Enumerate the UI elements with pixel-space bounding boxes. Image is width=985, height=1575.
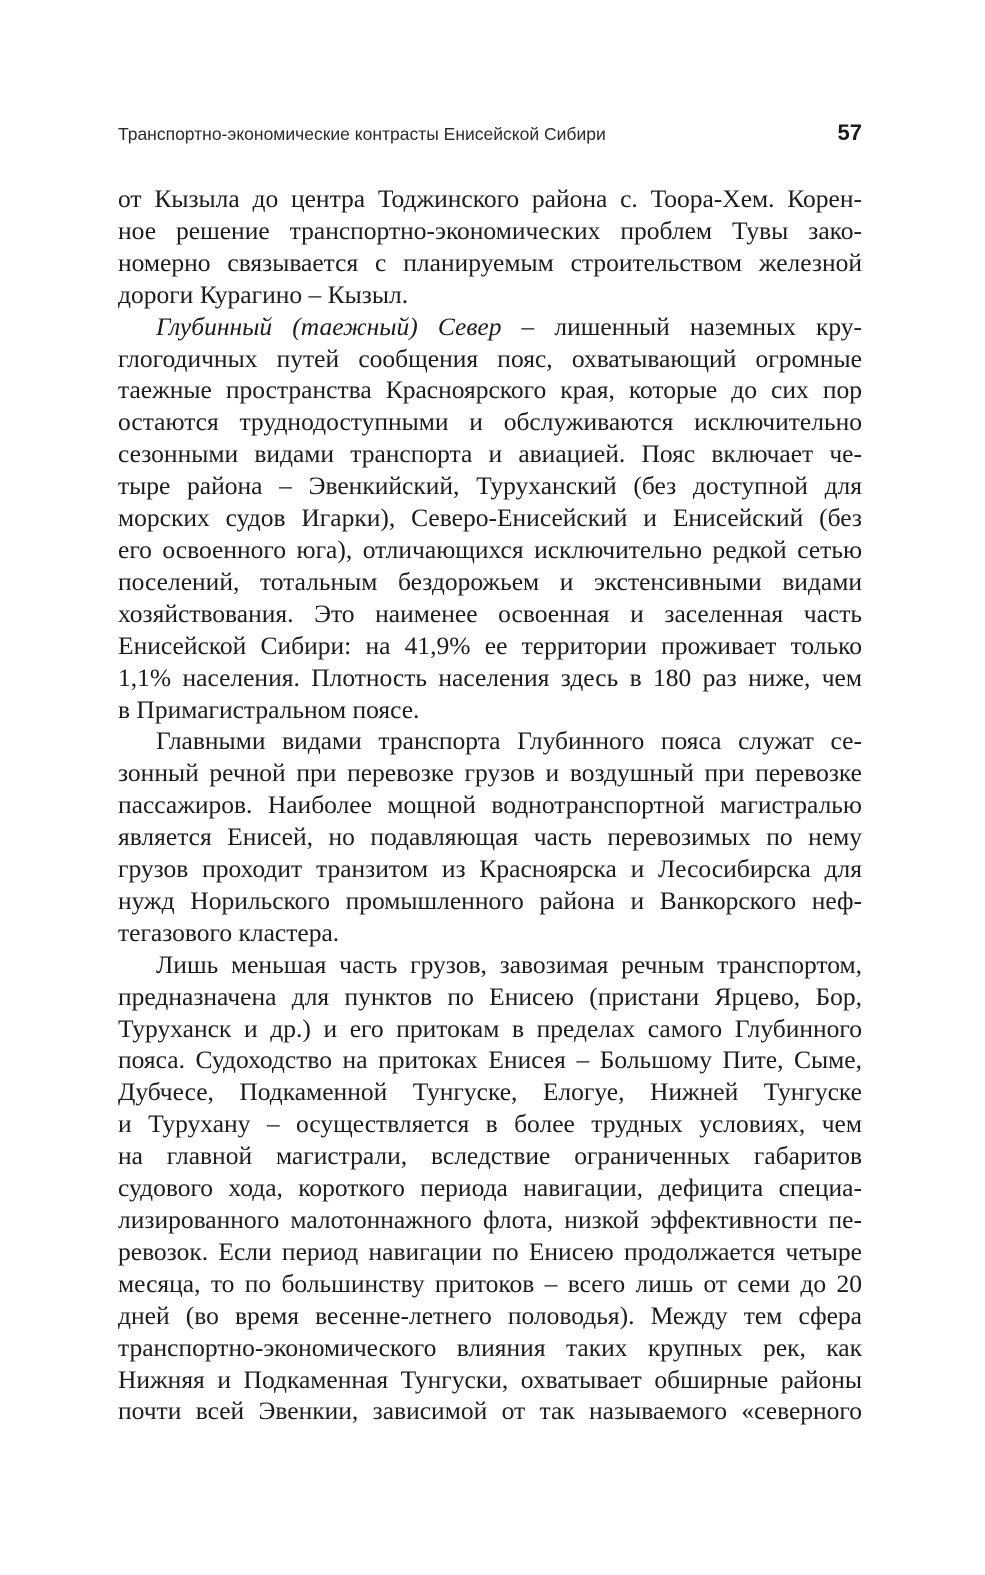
text-line: [118, 853, 862, 885]
text-line: [118, 406, 862, 438]
line-text: Дубчесе, Подкаменной Тунгуске, Елогуе, Нижней Тунгуске: [118, 1077, 862, 1107]
line-text: транспортно-экономического влияния таких крупных рек, как: [118, 1332, 862, 1362]
paragraph: [118, 183, 862, 311]
text-line: [118, 694, 862, 726]
text-line: [118, 1108, 862, 1140]
line-text: месяца, то по большинству притоков – всего лишь от семи до 20: [118, 1268, 862, 1298]
text-line: [118, 757, 862, 789]
line-text: почти всей Эвенкии, зависимой от так называемого «северного: [118, 1396, 862, 1426]
line-text: ное решение транспортно-экономических проблем Тувы зако-: [118, 215, 862, 245]
body-text: [118, 183, 862, 1427]
text-line: [118, 566, 862, 598]
line-text: в Примагистральном поясе.: [118, 694, 420, 724]
text-line: [118, 1172, 862, 1204]
line-text: лизированного малотоннажного флота, низкой эффективности пе-: [118, 1205, 862, 1234]
text-line: [118, 630, 862, 662]
text-line: [118, 917, 862, 949]
line-text: дней (во время весенне-летнего половодья). Между тем сфера: [118, 1300, 862, 1330]
italic-term: Глубинный (таежный) Север: [156, 311, 502, 341]
line-text: зонный речной при перевозке грузов и воздушный при перевозке: [118, 758, 862, 788]
text-line: [118, 279, 862, 311]
text-line: [118, 949, 862, 981]
line-text: глогодичных путей сообщения пояс, охватывающий огромные: [118, 343, 862, 373]
paragraph: [118, 311, 862, 726]
line-text: остаются труднодоступными и обслуживаются исключительно: [118, 407, 862, 437]
line-text: – лишенный наземных кру-: [501, 311, 862, 341]
line-text: на главной магистрали, вследствие ограниченных габаритов: [118, 1141, 862, 1171]
line-text: поселений, тотальным бездорожьем и экстенсивными видами: [118, 566, 862, 596]
text-line: [118, 1076, 862, 1108]
line-text: морских судов Игарки), Северо-Енисейский и Енисейский (без: [118, 503, 862, 533]
line-text: тегазового кластера.: [118, 917, 340, 947]
line-text: таежные пространства Красноярского края, которые до сих пор: [118, 375, 862, 405]
text-line: [118, 502, 862, 534]
text-line: [118, 789, 862, 821]
line-text: дороги Курагино – Кызыл.: [118, 279, 409, 309]
line-text: 1,1% населения. Плотность населения здесь в 180 раз ниже, чем: [118, 662, 862, 692]
text-line: [118, 374, 862, 406]
running-header: [118, 120, 862, 150]
text-line: [118, 598, 862, 630]
line-text: от Кызыла до центра Тоджинского района с. Тоора-Хем. Корен-: [118, 184, 862, 213]
line-text: пассажиров. Наиболее мощной воднотранспортной магистралью: [118, 790, 862, 820]
text-line: [118, 534, 862, 566]
text-line: [118, 311, 862, 343]
running-title: Транспортно-экономические контрасты Енисейской Сибири: [118, 124, 606, 144]
line-text: его освоенного юга), отличающихся исключительно редкой сетью: [118, 534, 862, 564]
text-line: [118, 1332, 862, 1364]
line-text: предназначена для пунктов по Енисею (пристани Ярцево, Бор,: [118, 981, 862, 1011]
line-text: и Турухану – осуществляется в более трудных условиях, чем: [118, 1109, 862, 1139]
line-text: тыре района – Эвенкийский, Туруханский (без доступной для: [118, 471, 862, 501]
text-line: [118, 1044, 862, 1076]
paragraph: [118, 949, 862, 1428]
text-line: [118, 981, 862, 1013]
line-text: является Енисей, но подавляющая часть перевозимых по нему: [118, 822, 862, 852]
line-text: Лишь меньшая часть грузов, завозимая речным транспортом,: [156, 949, 862, 979]
line-text: Главными видами транспорта Глубинного пояса служат се-: [156, 726, 862, 756]
line-text: пояса. Судоходство на притоках Енисея – Большому Пите, Сыме,: [118, 1045, 862, 1075]
line-text: Нижняя и Подкаменная Тунгуски, охватывает обширные районы: [118, 1364, 862, 1394]
text-line: [118, 1204, 862, 1236]
text-line: [118, 1364, 862, 1396]
paragraph: [118, 725, 862, 948]
text-line: [118, 1236, 862, 1268]
text-line: [118, 247, 862, 279]
text-line: [118, 1395, 862, 1427]
line-text: ревозок. Если период навигации по Енисею продолжается четыре: [118, 1236, 862, 1266]
line-text: Енисейской Сибири: на 41,9% ее территории проживает только: [118, 630, 862, 660]
line-text: грузов проходит транзитом из Красноярска и Лесосибирска для: [118, 854, 862, 884]
text-line: [118, 1013, 862, 1045]
line-text: Туруханск и др.) и его притокам в пределах самого Глубинного: [118, 1013, 862, 1043]
page-number: 57: [837, 120, 862, 145]
line-text: нужд Норильского промышленного района и Ванкорского неф-: [118, 885, 862, 915]
text-line: [118, 470, 862, 502]
line-text: номерно связывается с планируемым строительством железной: [118, 247, 862, 277]
text-line: [118, 215, 862, 247]
text-line: [118, 438, 862, 470]
text-line: [118, 885, 862, 917]
text-line: [118, 1140, 862, 1172]
line-text: судового хода, короткого периода навигации, дефицита специа-: [118, 1173, 862, 1203]
text-line: [118, 821, 862, 853]
text-line: [118, 1268, 862, 1300]
text-line: [118, 183, 862, 215]
text-line: [118, 1300, 862, 1332]
text-line: [118, 662, 862, 694]
line-text: хозяйствования. Это наименее освоенная и заселенная часть: [118, 598, 862, 628]
text-line: [118, 343, 862, 375]
text-line: [118, 725, 862, 757]
line-text: сезонными видами транспорта и авиацией. Пояс включает че-: [118, 439, 862, 469]
